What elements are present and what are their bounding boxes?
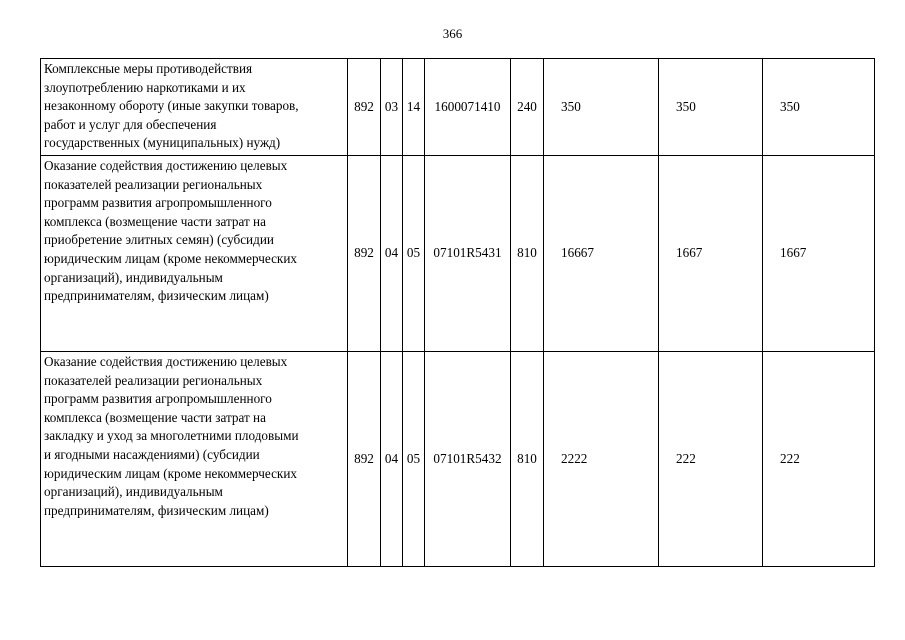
- target-article-cell: 1600071410: [425, 59, 511, 156]
- section-code-cell: 03: [381, 59, 403, 156]
- amount-year-2-cell: 350: [659, 59, 763, 156]
- amount-year-1-cell: 16667: [544, 156, 659, 352]
- section-code-cell: 04: [381, 156, 403, 352]
- row-description: Оказание содействия достижению целевых показателей реализации региональных программ развития агропромышленного комплекса (возмещение части затрат на приобретение элитных семян) (субсидии юридическим лицам (кроме некоммерческих организаций), индивидуальным предпринимателям, физическим лицам): [41, 156, 348, 352]
- amount-year-2-cell: 222: [659, 352, 763, 567]
- amount-year-1-cell: 350: [544, 59, 659, 156]
- subsection-code-cell: 05: [403, 352, 425, 567]
- table-row: [41, 156, 875, 352]
- expense-type-cell: 810: [511, 352, 544, 567]
- ministry-code-cell: 892: [348, 156, 381, 352]
- table-row: [41, 352, 875, 567]
- section-code-cell: 04: [381, 352, 403, 567]
- page-number: 366: [442, 26, 463, 41]
- amount-year-3-cell: 222: [763, 352, 875, 567]
- subsection-code-cell: 05: [403, 156, 425, 352]
- amount-year-2-cell: 1667: [659, 156, 763, 352]
- amount-year-3-cell: 350: [763, 59, 875, 156]
- target-article-cell: 07101R5431: [425, 156, 511, 352]
- ministry-code-cell: 892: [348, 59, 381, 156]
- expense-type-cell: 240: [511, 59, 544, 156]
- amount-year-3-cell: 1667: [763, 156, 875, 352]
- budget-table: [40, 58, 875, 567]
- row-description: Оказание содействия достижению целевых показателей реализации региональных программ развития агропромышленного комплекса (возмещение части затрат на закладку и уход за многолетними плодовыми и ягодными насаждениями) (субсидии юридическим лицам (кроме некоммерческих организаций), индивидуальным предпринимателям, физическим лицам): [41, 352, 348, 567]
- row-description: Комплексные меры противодействия злоупотреблению наркотиками и их незаконному обороту (иные закупки товаров, работ и услуг для обеспечения государственных (муниципальных) нужд): [41, 59, 348, 156]
- expense-type-cell: 810: [511, 156, 544, 352]
- ministry-code-cell: 892: [348, 352, 381, 567]
- target-article-cell: 07101R5432: [425, 352, 511, 567]
- amount-year-1-cell: 2222: [544, 352, 659, 567]
- table-row: [41, 59, 875, 156]
- subsection-code-cell: 14: [403, 59, 425, 156]
